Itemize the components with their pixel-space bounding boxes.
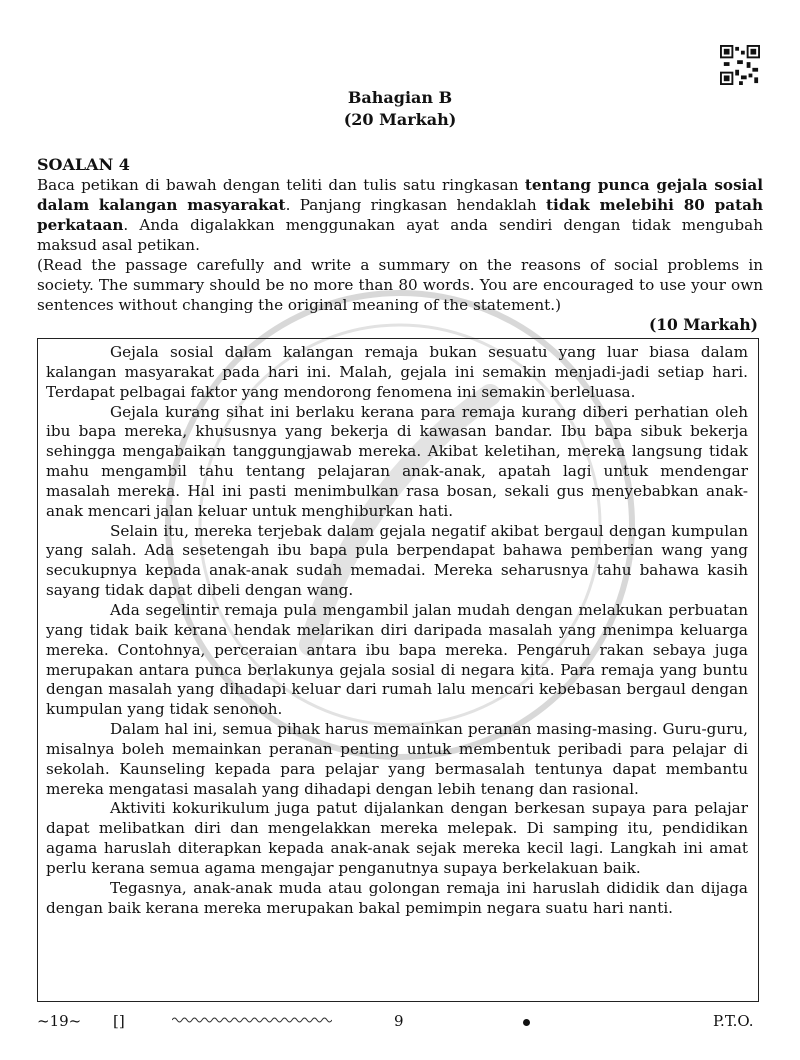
page-number: 9 [394, 1012, 404, 1030]
question-marks: (10 Markah) [648, 315, 758, 334]
passage-box [37, 338, 759, 1002]
question-instructions [37, 175, 763, 315]
question-label: SOALAN 4 [37, 155, 130, 174]
passage-paragraph: Selain itu, mereka terjebak dalam gejala negatif akibat bergaul dengan kumpulan yang salah. Ada sesetengah ibu bapa pula berpendapat bahawa pemberian wang yang secukupnya kepada anak-anak sudah memadai. Mereka seharusnya tahu bahawa kasih sayang tidak dapat dibeli dengan wang. [46, 521, 748, 600]
pto-label: P.T.O. [713, 1012, 754, 1030]
passage-paragraph: Dalam hal ini, semua pihak harus memainkan peranan masing-masing. Guru-guru, misalnya boleh memainkan peranan penting untuk membentuk peribadi para pelajar di sekolah. Kaunseling kepada para pelajar yang bermasalah tentunya dapat membantu mereka mengatasi masalah yang dihadapi dengan lebih tenang dan rasional. [46, 720, 748, 798]
footer-bracket: [] [113, 1012, 125, 1030]
squiggle-line-icon [172, 1015, 332, 1025]
passage-paragraph: Tegasnya, anak-anak muda atau golongan remaja ini haruslah dididik dan dijaga dengan baik kerana mereka merupakan bakal pemimpin negara suatu hari nanti. [46, 878, 748, 917]
section-marks: (20 Markah) [343, 110, 457, 129]
section-title: Bahagian B [347, 88, 453, 107]
passage-paragraph: Gejala kurang sihat ini berlaku kerana para remaja kurang diberi perhatian oleh ibu bapa mereka, khususnya yang bekerja di kawasan bandar. Ibu bapa sibuk bekerja sehingga mengabaikan tanggungjawab mereka. Akibat keletihan, mereka langsung tidak mahu mengambil tahu tentang pelajaran anak-anak, apatah lagi untuk mendengar masalah mereka. Hal ini pasti menimbulkan rasa bosan, sekali gus menyebabkan anak-anak mencari jalan keluar untuk menghiburkan hati. [46, 402, 748, 520]
qr-code-icon [720, 45, 760, 85]
passage-paragraph: Gejala sosial dalam kalangan remaja bukan sesuatu yang luar biasa dalam kalangan masyarakat pada hari ini. Malah, gejala ini semakin menjadi-jadi setiap hari. Terdapat pelbagai faktor yang mendorong fenomena ini semakin berleluasa. [46, 343, 748, 401]
instruction-malay: Baca petikan di bawah dengan teliti dan tulis satu ringkasan tentang punca gejala sosial dalam kalangan masyarakat. Panjang ringkasan hendaklah tidak melebihi 80 patah perkataan. Anda digalakkan menggunakan ayat anda sendiri dengan tidak mengubah maksud asal petikan. [37, 176, 763, 254]
bullet-dot-icon [523, 1019, 530, 1026]
footer-code: ~19~ [37, 1012, 82, 1030]
passage-paragraph: Aktiviti kokurikulum juga patut dijalankan dengan berkesan supaya para pelajar dapat melibatkan diri dan mengelakkan mereka melepak. Di samping itu, pendidikan agama haruslah diterapkan kepada anak-anak sejak mereka kecil lagi. Langkah ini amat perlu kerana semua agama mengajar penganutnya supaya berkelakuan baik. [46, 799, 748, 877]
instruction-english: (Read the passage carefully and write a summary on the reasons of social problems in society. The summary should be no more than 80 words. You are encouraged to use your own sentences without changing the original meaning of the statement.) [37, 256, 763, 314]
passage-paragraph: Ada segelintir remaja pula mengambil jalan mudah dengan melakukan perbuatan yang tidak baik kerana hendak melarikan diri daripada masalah yang menimpa keluarga mereka. Contohnya, perceraian antara ibu bapa mereka. Pengaruh rakan sebaya juga merupakan antara punca berlakunya gejala sosial di negara kita. Para remaja yang buntu dengan masalah yang dihadapi keluar dari rumah lalu mencari kebebasan bergaul dengan kumpulan yang tidak senonoh. [46, 600, 748, 719]
